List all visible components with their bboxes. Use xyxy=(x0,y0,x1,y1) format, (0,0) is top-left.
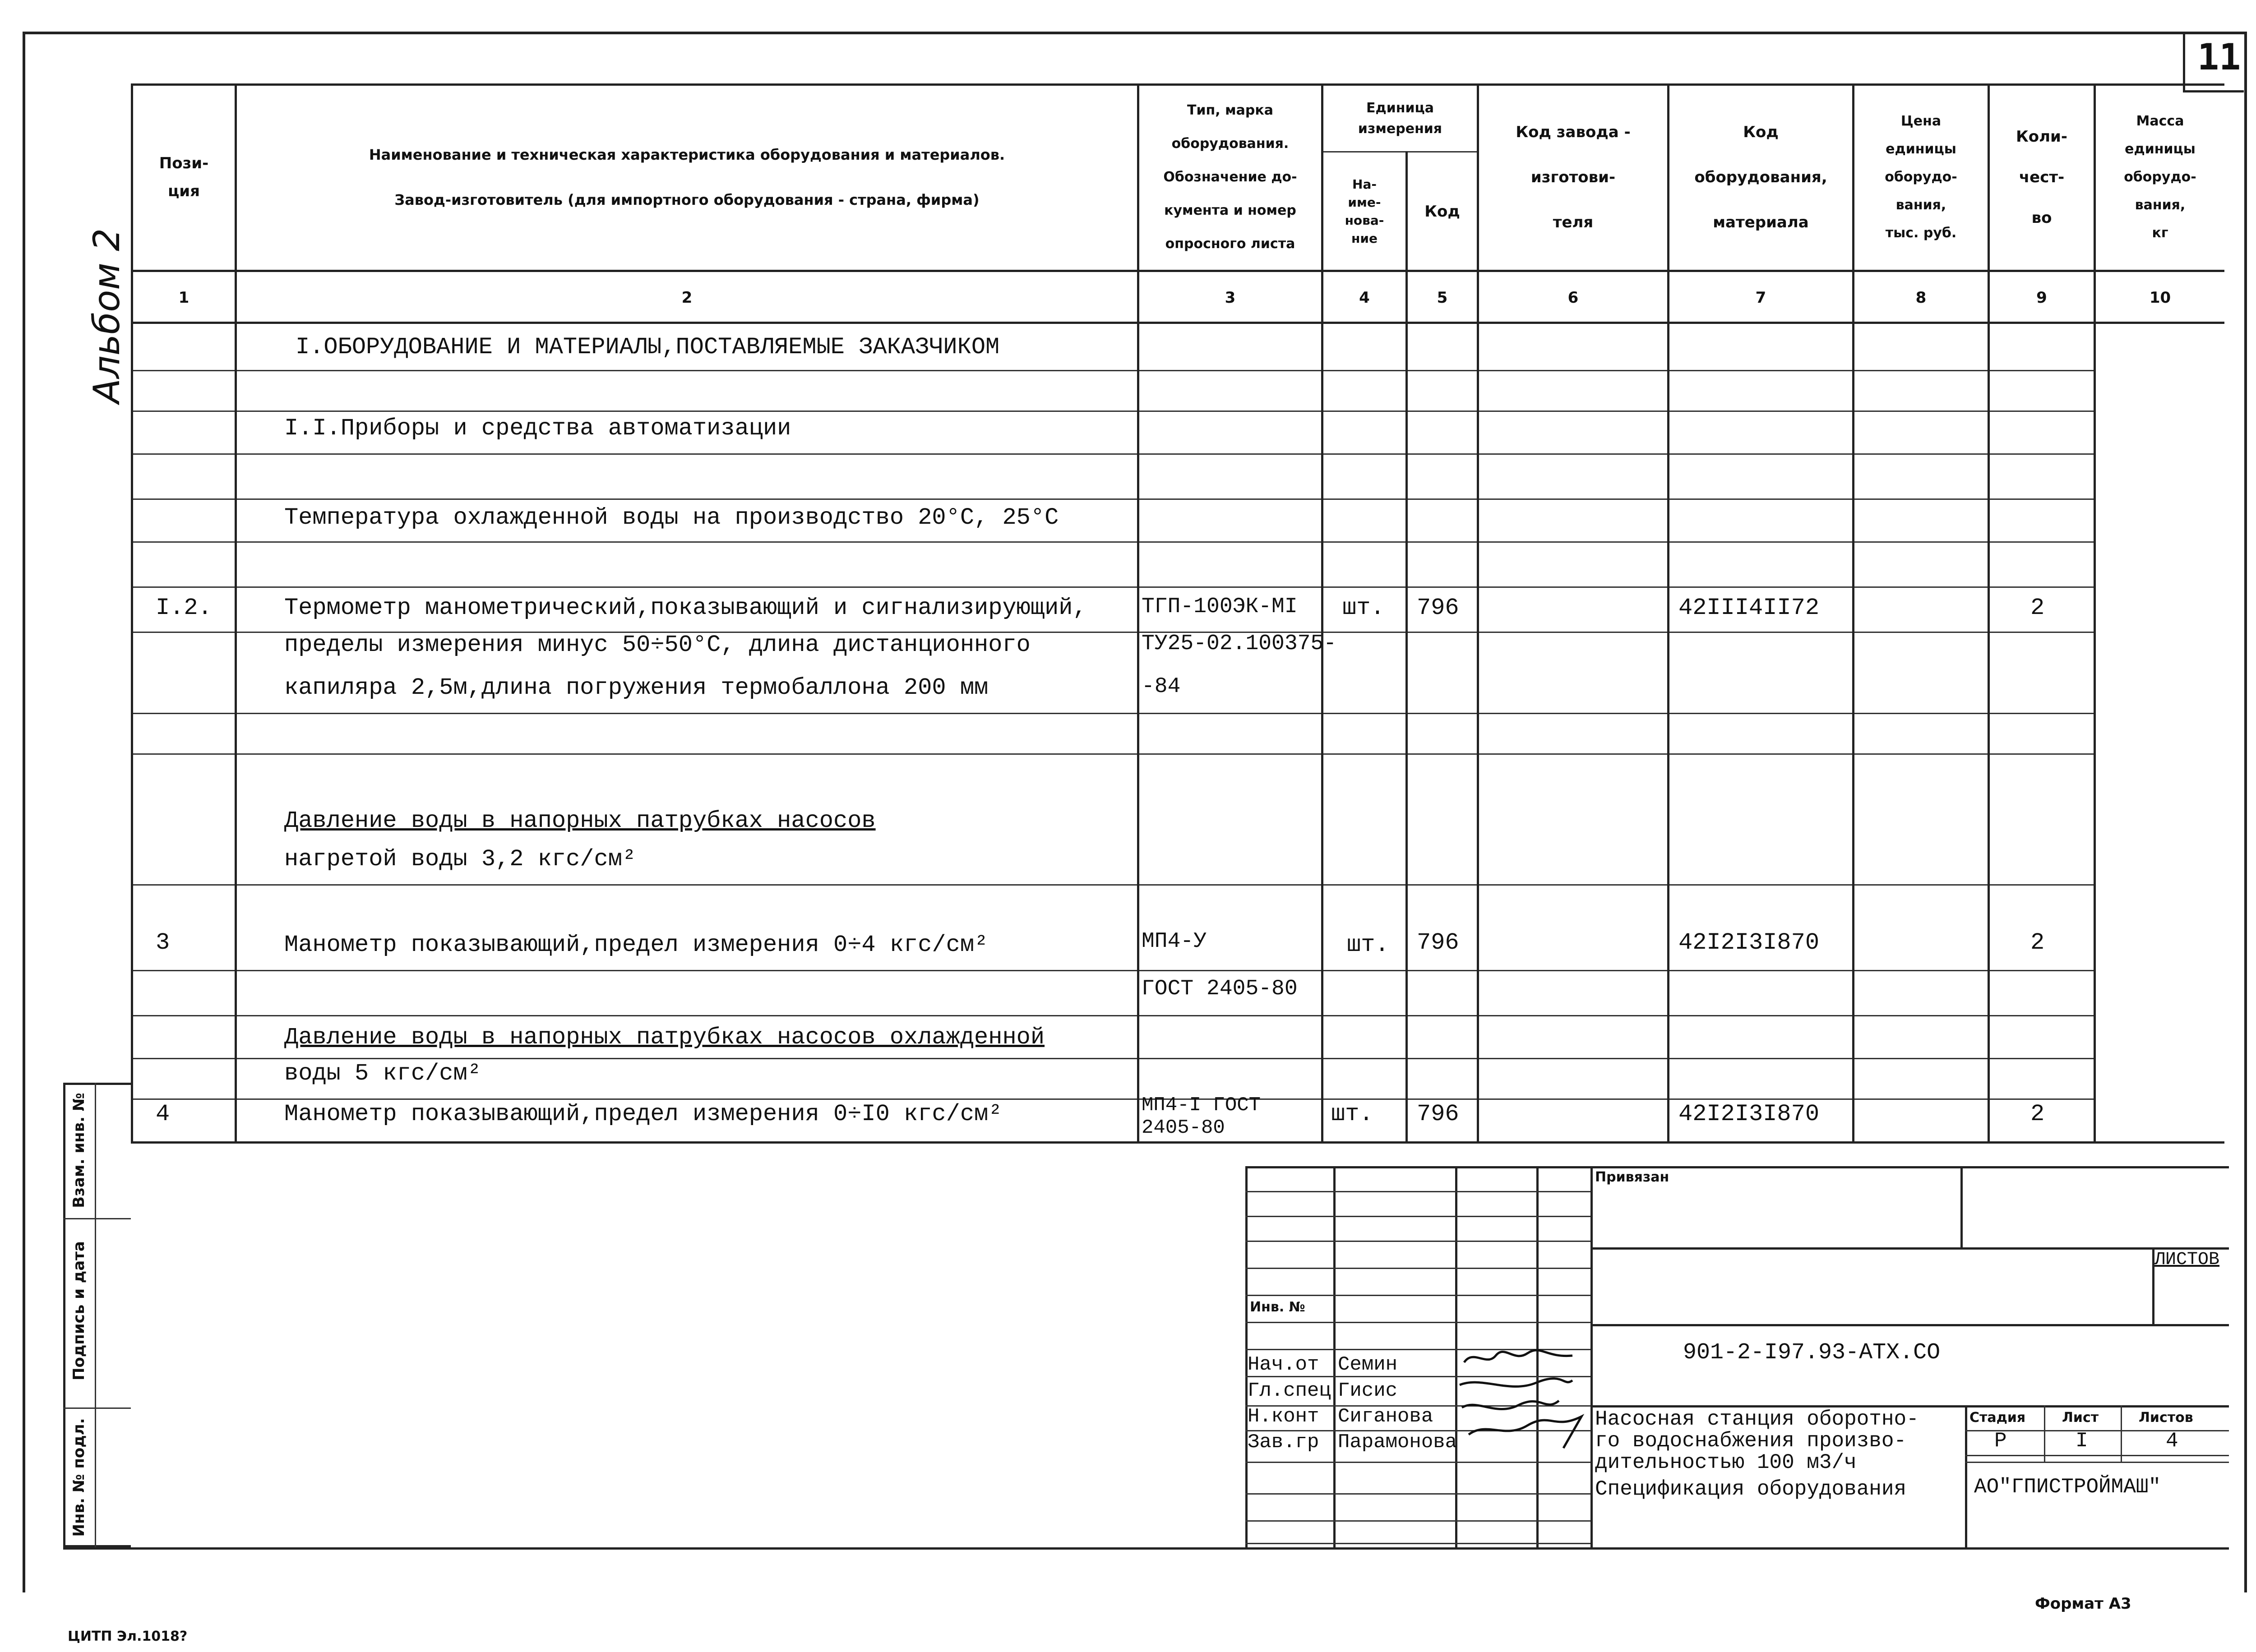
header-bottom-line xyxy=(131,270,2224,272)
row-line xyxy=(131,541,2094,543)
tb-role-1: Нач.от xyxy=(1248,1353,1319,1376)
tb-name-3: Сиганова xyxy=(1338,1405,1433,1428)
tb-stage-label: Стадия xyxy=(1969,1410,2026,1426)
tb-row xyxy=(1245,1268,1590,1269)
row-line xyxy=(131,586,2094,588)
item-1-2-unit: шт. xyxy=(1342,595,1385,621)
item-1-2-unit-code: 796 xyxy=(1417,595,1459,621)
sheet-number: 11 xyxy=(2197,36,2241,78)
left-strip-row xyxy=(63,1407,131,1409)
item-4-type2: 2405-80 xyxy=(1142,1117,1225,1139)
tb-sheet: I xyxy=(2076,1429,2088,1453)
row-line xyxy=(131,1015,2094,1016)
tb-role-3: Н.конт xyxy=(1248,1405,1319,1428)
item-1-2-position: I.2. xyxy=(156,595,212,621)
left-strip-inv: Инв. № подл. xyxy=(70,1418,88,1537)
item-1-2-type3: -84 xyxy=(1142,674,1181,699)
header-price: Цена единицы оборудо- вания, тыс. руб. xyxy=(1885,113,1957,241)
header-qty: Коли- чест- во xyxy=(2016,127,2067,227)
subsection-title: I.I.Приборы и средства автоматизации xyxy=(284,415,791,442)
colnum-9: 9 xyxy=(2036,289,2047,307)
colnum-2: 2 xyxy=(681,289,693,307)
header-equip-code: Код оборудования, материала xyxy=(1694,123,1827,231)
row-line xyxy=(131,498,2094,500)
tb-name-1: Семин xyxy=(1338,1353,1398,1376)
tb-privyazan: Привязан xyxy=(1595,1169,1669,1185)
tb-row xyxy=(1245,1322,1590,1323)
colnum-4: 4 xyxy=(1359,289,1370,307)
item-1-2-type2: ТУ25-02.100375- xyxy=(1142,632,1337,656)
header-mass: Масса единицы оборудо- вания, кг xyxy=(2124,113,2196,241)
colnum-6: 6 xyxy=(1567,289,1579,307)
tb-desc-line1: Насосная станция оборотно- xyxy=(1595,1407,1919,1431)
temperature-title: Температура охлажденной воды на производство 20°С, 25°С xyxy=(284,504,1059,531)
item-4-unit-code: 796 xyxy=(1417,1101,1459,1127)
item-3-type1: МП4-У xyxy=(1142,929,1207,954)
header-type: Тип, марка оборудования. Обозначение до- кумента и номер опросного листа xyxy=(1163,102,1297,252)
tb-sheet-label: Лист xyxy=(2062,1410,2099,1426)
colnum-bottom-line xyxy=(131,322,2224,324)
item-3-qty: 2 xyxy=(2030,929,2045,956)
item-1-2-name-line3: капиляра 2,5м,длина погружения термобаллона 200 мм xyxy=(284,674,989,701)
item-3-position: 3 xyxy=(156,929,170,956)
header-unit: Единица измерения xyxy=(1358,100,1442,137)
footer-code: ЦИТП Эл.1018? xyxy=(68,1629,188,1644)
tb-stage-col xyxy=(2121,1405,2122,1462)
header-position: Пози- ция xyxy=(159,154,209,200)
row-line xyxy=(131,453,2094,455)
left-strip-vzam: Взам. инв. № xyxy=(70,1093,88,1208)
item-4-type1: МП4-I ГОСТ xyxy=(1142,1094,1261,1117)
item-1-2-name-line2: пределы измерения минус 50÷50°С, длина дистанционного xyxy=(284,632,1031,658)
row-line xyxy=(131,713,2094,714)
left-strip-sign: Подпись и дата xyxy=(70,1241,88,1380)
tb-sheets-label: Листов xyxy=(2139,1410,2193,1426)
tb-row xyxy=(1245,1241,1590,1242)
colnum-7: 7 xyxy=(1755,289,1766,307)
tb-right-row xyxy=(1590,1324,2229,1326)
item-4-qty: 2 xyxy=(2030,1101,2045,1127)
item-1-2-type1: ТГП-100ЭК-МI xyxy=(1142,595,1298,619)
item-1-2-qty: 2 xyxy=(2030,595,2045,621)
unit-split-line xyxy=(1321,151,1477,152)
item-4-position: 4 xyxy=(156,1101,170,1127)
tb-organization: АО"ГПИСТРОЙМАШ" xyxy=(1974,1475,2161,1499)
item-1-2-name-line1: Термометр манометрический,показывающий и сигнализирующий, xyxy=(284,595,1087,621)
row-line xyxy=(131,884,2094,886)
format-label: Формат А3 xyxy=(2035,1595,2131,1613)
row-line xyxy=(131,411,2094,412)
tb-right-col xyxy=(1960,1166,1963,1247)
signature-3 xyxy=(1462,1401,1559,1409)
header-name xyxy=(237,86,1137,268)
colnum-1: 1 xyxy=(178,289,190,307)
tb-row xyxy=(1245,1543,1590,1544)
tb-stage-row xyxy=(1965,1455,2229,1456)
signature-2 xyxy=(1460,1379,1572,1387)
header-name-line1: Наименование и техническая характеристика оборудования и материалов. xyxy=(369,146,1005,163)
row-line xyxy=(131,970,2094,971)
item-4-name: Манометр показывающий,предел измерения 0÷I0 кгс/см² xyxy=(284,1101,1003,1127)
tb-sheets: 4 xyxy=(2166,1429,2178,1453)
left-strip-divider xyxy=(95,1083,96,1547)
tb-stage-col xyxy=(2044,1405,2045,1462)
tb-desc-line2: го водоснабжения произво- xyxy=(1595,1429,1907,1453)
tb-row xyxy=(1245,1520,1590,1522)
table-bottom-line xyxy=(131,1141,2224,1144)
row-line xyxy=(131,1058,2094,1059)
item-3-unit-code: 796 xyxy=(1417,929,1459,956)
item-3-type2: ГОСТ 2405-80 xyxy=(1142,977,1298,1001)
row-line xyxy=(131,1098,2094,1100)
tb-row xyxy=(1245,1462,1590,1463)
header-factory-code: Код завода - изготови- теля xyxy=(1516,123,1631,231)
left-strip-row xyxy=(63,1218,131,1219)
tb-right-row xyxy=(1590,1247,2229,1250)
pressure-cold-line1: Давление воды в напорных патрубках насосов охлажденной xyxy=(284,1024,1045,1051)
signature-4 xyxy=(1469,1417,1581,1448)
signatures xyxy=(1455,1344,1604,1457)
tb-inv-no: Инв. № xyxy=(1250,1299,1305,1315)
item-3-name: Манометр показывающий,предел измерения 0÷4 кгс/см² xyxy=(284,932,989,958)
tb-role-4: Зав.гр xyxy=(1248,1431,1319,1454)
tb-col xyxy=(1333,1166,1336,1547)
pressure-cold-line2: воды 5 кгс/см² xyxy=(284,1060,481,1087)
tb-row xyxy=(1245,1493,1590,1495)
row-line xyxy=(131,753,2094,755)
colnum-3: 3 xyxy=(1225,289,1236,307)
bottom-line xyxy=(63,1547,2229,1550)
pressure-hot-line2: нагретой воды 3,2 кгс/см² xyxy=(284,846,637,872)
tb-row xyxy=(1245,1216,1590,1217)
tb-desc-line4: Спецификация оборудования xyxy=(1595,1477,1907,1501)
tb-row xyxy=(1245,1191,1590,1192)
tb-desc-line3: дительностью 100 м3/ч xyxy=(1595,1451,1857,1474)
signature-1 xyxy=(1464,1350,1572,1362)
item-4-unit: шт. xyxy=(1331,1101,1373,1127)
header-unit-code: Код xyxy=(1424,203,1460,221)
tb-listov-top: ЛИСТОВ xyxy=(2154,1250,2220,1270)
colnum-5: 5 xyxy=(1437,289,1448,307)
item-1-2-equip-code: 42III4II72 xyxy=(1678,595,1820,621)
tb-role-2: Гл.спец xyxy=(1248,1380,1331,1402)
tb-name-4: Парамонова xyxy=(1338,1431,1457,1454)
row-line xyxy=(131,370,2094,371)
tb-stage: Р xyxy=(1994,1429,2007,1453)
tb-row xyxy=(1245,1295,1590,1296)
colnum-8: 8 xyxy=(1915,289,1927,307)
tb-stage-row xyxy=(1965,1462,2229,1463)
header-unit-name: На- име- нова- ние xyxy=(1345,177,1384,246)
item-3-unit: шт. xyxy=(1347,932,1389,958)
tb-right-col xyxy=(1965,1405,1967,1547)
pressure-hot-line1: Давление воды в напорных патрубках насосов xyxy=(284,808,876,834)
header-name-line2: Завод-изготовитель (для импортного оборудования - страна, фирма) xyxy=(394,191,980,208)
colnum-10: 10 xyxy=(2149,289,2171,307)
album-label: Альбом 2 xyxy=(86,228,128,403)
item-3-equip-code: 42I2I3I870 xyxy=(1678,929,1820,956)
tb-name-2: Гисис xyxy=(1338,1380,1398,1402)
tb-doc-code: 901-2-I97.93-АТХ.СО xyxy=(1683,1340,1941,1366)
item-4-equip-code: 42I2I3I870 xyxy=(1678,1101,1820,1127)
section-title: I.ОБОРУДОВАНИЕ И МАТЕРИАЛЫ,ПОСТАВЛЯЕМЫЕ ЗАКАЗЧИКОМ xyxy=(296,334,1000,360)
